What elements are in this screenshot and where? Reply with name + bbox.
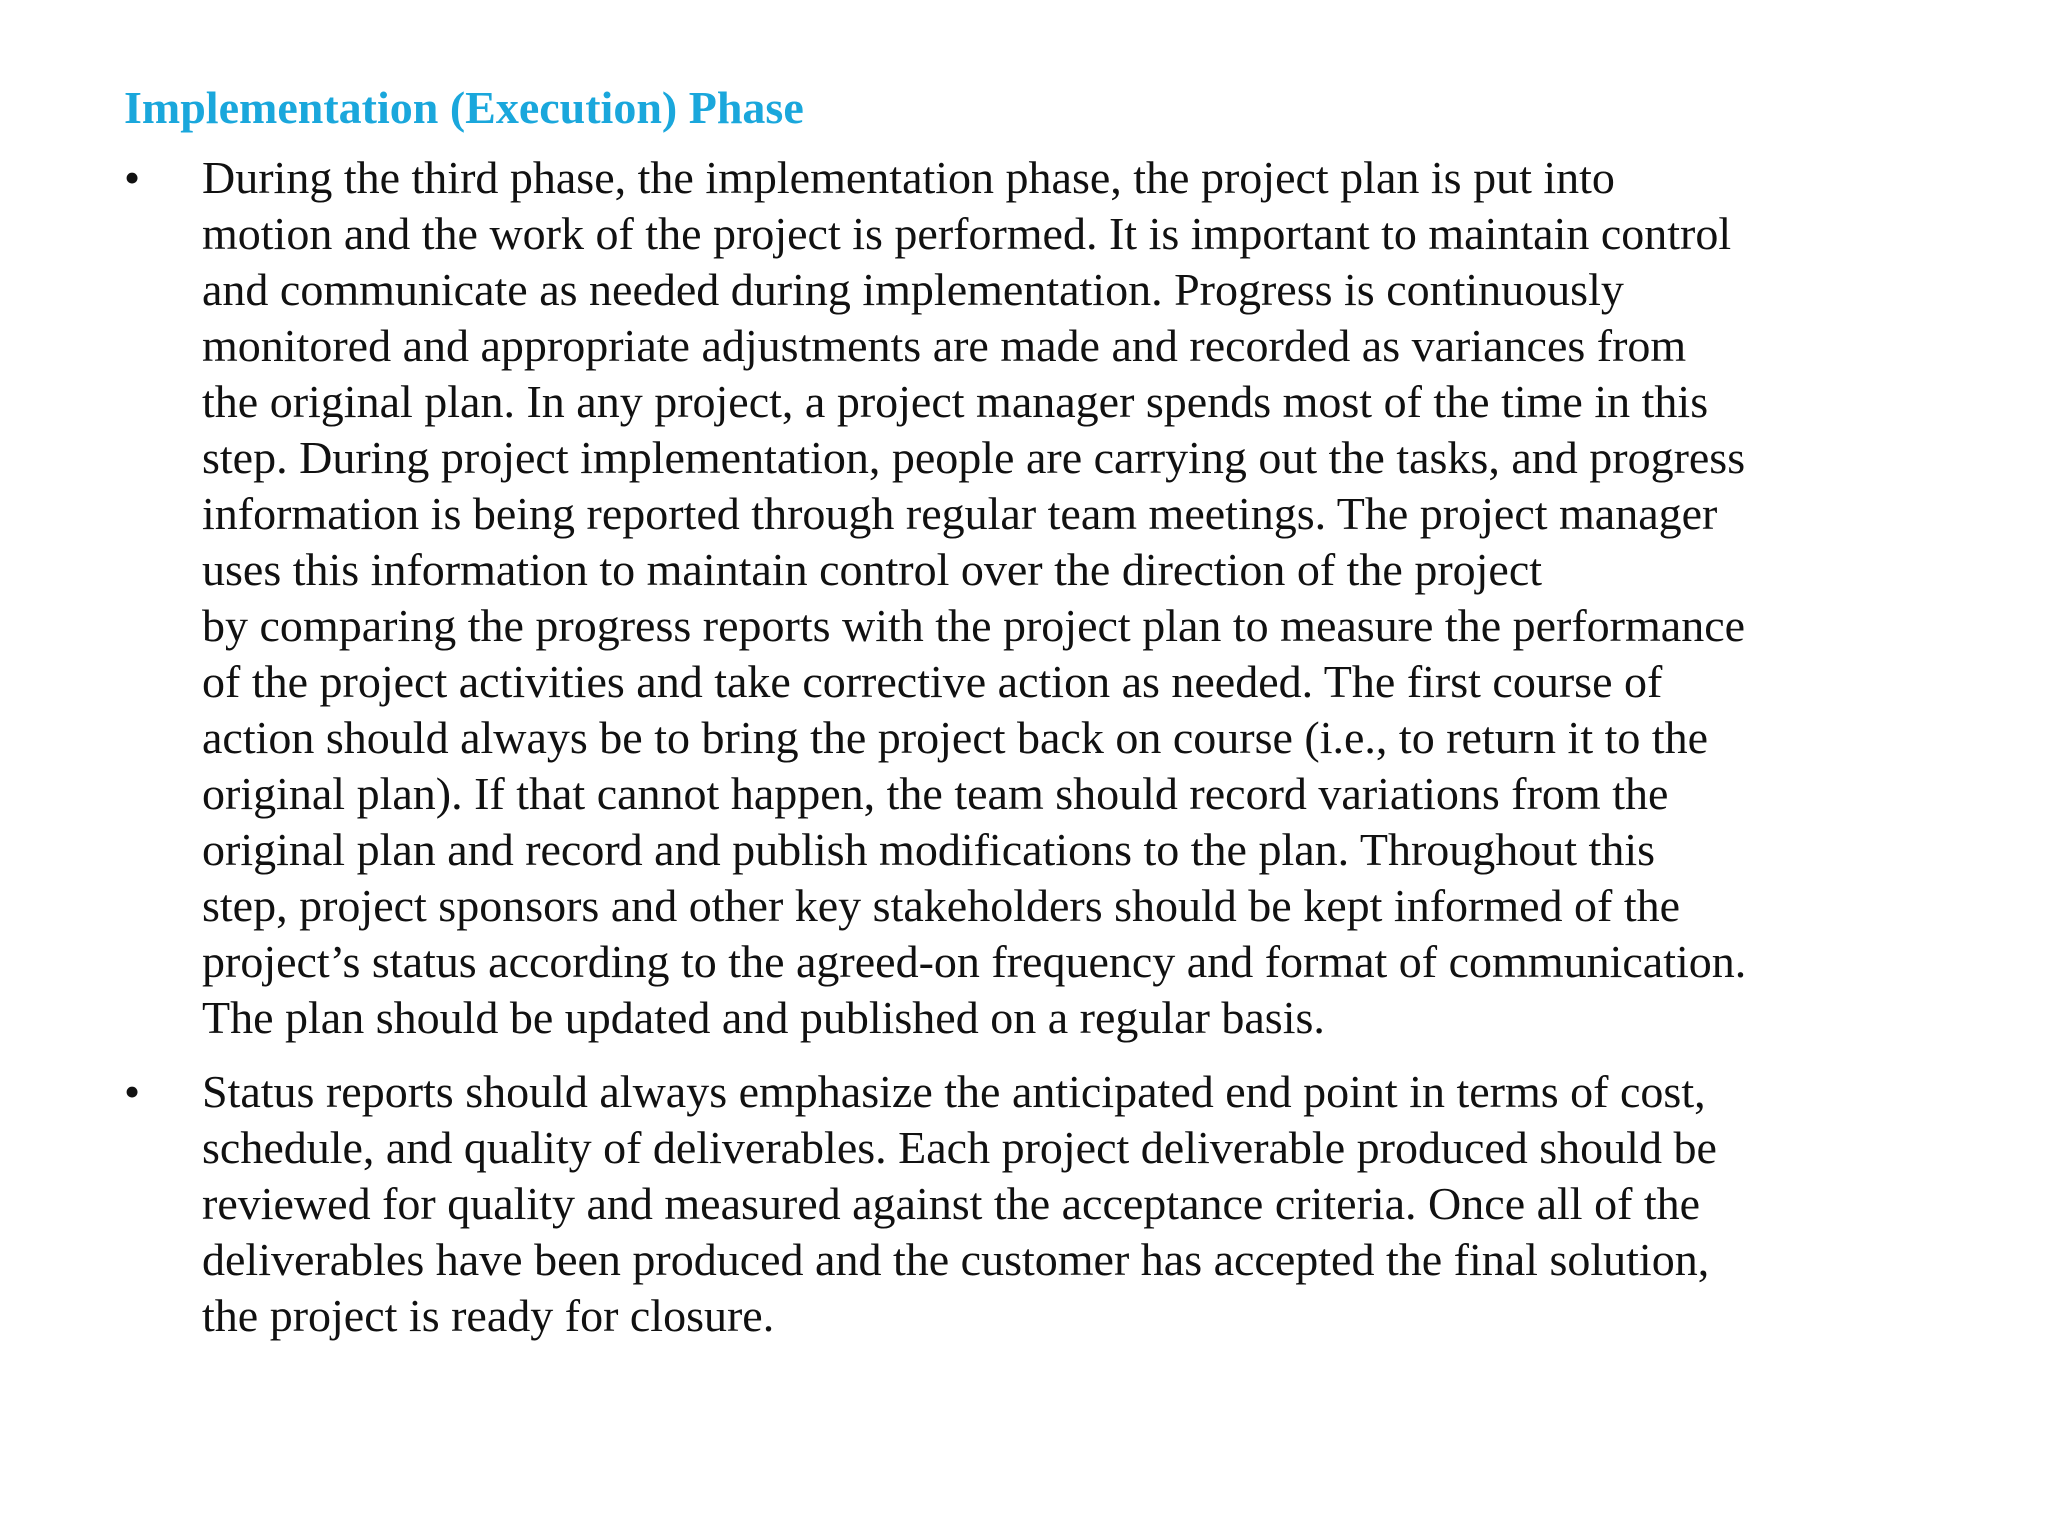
bullet-2-line-3: reviewed for quality and measured against the acceptance criteria. Once all of the: [202, 1178, 1701, 1229]
bullet-1-line-1: During the third phase, the implementation phase, the project plan is put into: [202, 152, 1615, 203]
bullet-1-line-16: The plan should be updated and published on a regular basis.: [202, 992, 1325, 1043]
bullet-1-line-10: of the project activities and take corrective action as needed. The first course of: [202, 656, 1663, 707]
bullet-1-line-4: monitored and appropriate adjustments are made and recorded as variances from: [202, 320, 1687, 371]
bullet-1-line-6: step. During project implementation, people are carrying out the tasks, and progress: [202, 432, 1746, 483]
bullet-1-line-2: motion and the work of the project is performed. It is important to maintain control: [202, 208, 1732, 259]
bullet-item-1: [124, 150, 1974, 1046]
bullet-2-line-1: Status reports should always emphasize the anticipated end point in terms of cost,: [202, 1066, 1706, 1117]
bullet-2-line-5: the project is ready for closure.: [202, 1290, 775, 1341]
bullet-1-line-13: original plan and record and publish modifications to the plan. Throughout this: [202, 824, 1655, 875]
bullet-icon: •: [124, 1066, 141, 1117]
bullet-1-line-11: action should always be to bring the project back on course (i.e., to return it to the: [202, 712, 1709, 763]
bullet-1-line-14: step, project sponsors and other key stakeholders should be kept informed of the: [202, 880, 1681, 931]
bullet-item-2: [124, 1064, 1974, 1344]
bullet-1-line-12: original plan). If that cannot happen, the team should record variations from the: [202, 768, 1669, 819]
bullet-1-line-15: project’s status according to the agreed-on frequency and format of communication.: [202, 936, 1747, 987]
page-title: Implementation (Execution) Phase: [124, 82, 804, 133]
bullet-icon: •: [124, 152, 141, 203]
bullet-1-line-3: and communicate as needed during implementation. Progress is continuously: [202, 264, 1624, 315]
bullet-1-line-5: the original plan. In any project, a project manager spends most of the time in this: [202, 376, 1709, 427]
bullet-1-line-9: by comparing the progress reports with the project plan to measure the performance: [202, 600, 1746, 651]
bullet-list: [124, 150, 1974, 1362]
bullet-2-line-4: deliverables have been produced and the customer has accepted the final solution,: [202, 1234, 1710, 1285]
bullet-1-line-8: uses this information to maintain control over the direction of the project: [202, 544, 1543, 595]
bullet-2-line-2: schedule, and quality of deliverables. Each project deliverable produced should be: [202, 1122, 1717, 1173]
bullet-1-line-7: information is being reported through regular team meetings. The project manager: [202, 488, 1718, 539]
